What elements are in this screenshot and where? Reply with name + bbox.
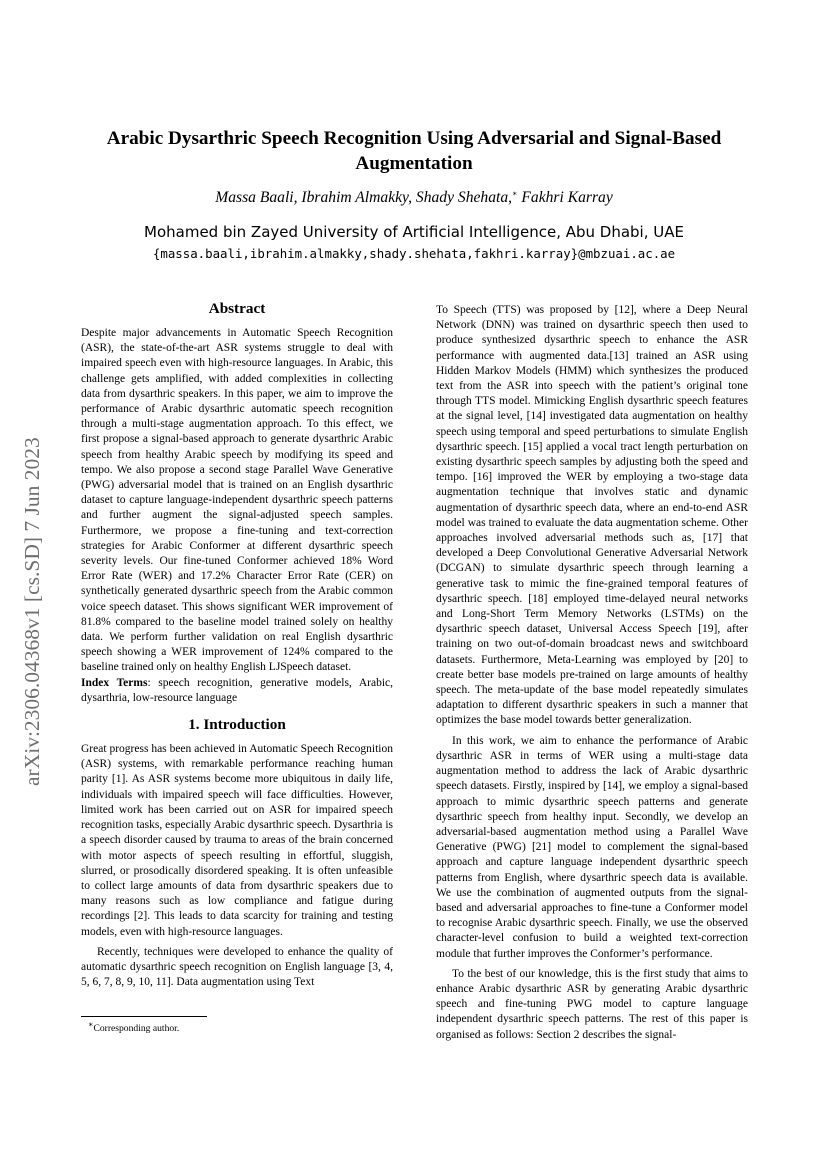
left-column	[81, 300, 393, 990]
abstract-text: Despite major advancements in Automatic Speech Recognition (ASR), the state-of-the-art ASR systems struggle to deal with impaired speech even with high-resource languages. In Arabic, this challenge gets amplified, with added complexities in collecting data from dysarthric speakers. In this paper, we aim to improve the performance of Arabic dysarthric automatic speech recognition through a multi-stage augmentation approach. To this effect, we first propose a signal-based approach to generate dysarthric Arabic speech from healthy Arabic speech by modifying its speed and tempo. We also propose a second stage Parallel Wave Generative (PWG) adversarial model that is trained on an English dysarthric dataset to capture language-independent dysarthric speech patterns and further augment the signal-adjusted speech samples. Furthermore, we propose a fine-tuning and text-correction strategies for Arabic Conformer at different dysarthric speech severity levels. Our fine-tuned Conformer achieved 18% Word Error Rate (WER) and 17.2% Character Error Rate (CER) on synthetically generated dysarthric speech from the Arabic common voice speech dataset. This shows significant WER improvement of 81.8% compared to the baseline model trained solely on healthy data. We perform further validation on real English dysarthric speech showing a WER improvement of 124% compared to the baseline trained only on healthy English LJSpeech dataset.	[81, 327, 393, 674]
last-author-text: Fakhri Karray	[517, 189, 613, 207]
intro-paragraph-3: To Speech (TTS) was proposed by [12], where a Deep Neural Network (DNN) was trained on dysarthric speech then used to produce synthesized dysarthric speech to enhance the ASR performance with augmented data.[13] trained an ASR using Hidden Markov Models (HMM) which synthesizes the produced text from the ASR into speech with the patient’s original tone through TTS model. Mimicking English dysarthric speech features at the signal level, [14] investigated data augmentation on healthy speech using temporal and speed perturbations to simulate English dysarthric speech. [15] applied a vocal tract length perturbation on existing dysarthric speech samples by adjusting both the speed and tempo. [16] improved the WER by employing a two-stage data augmentation technique that involves static and dynamic augmentation of dysarthric speech data, where an end-to-end ASR model was trained to evaluate the data augmentation scheme. Other approaches involved adversarial methods such as, [17] that developed a Deep Convolutional Generative Adversarial Network (DCGAN) to simulate dysarthric speech through learning a generative task to mimic the fine-grained temporal features of dysarthric speech. [18] employed time-delayed neural networks and Long-Short Term Memory Networks (LSTMs) on the dysarthric speech dataset, Universal Access Speech [19], after training on two out-of-domain broadcast news and switchboard datasets. Furthermore, Meta-Learning was employed by [20] to create better base models pre-trained on large amounts of healthy speech. The meta-update of the base model repeatedly simulates adaptation to different dysarthric speakers in such a manner that optimizes the base model towards better generalization.	[436, 304, 748, 727]
arxiv-stamp: arXiv:2306.04368v1 [cs.SD] 7 Jun 2023	[20, 437, 44, 787]
footnote-divider	[81, 1016, 207, 1017]
index-terms-text: : speech recognition, generative models, Arabic, dysarthria, low-resource language	[81, 676, 393, 704]
intro-paragraph-1: Great progress has been achieved in Automatic Speech Recognition (ASR) systems, with remarkable performance reaching human parity [1]. As ASR systems become more ubiquitous in daily life, individuals with impaired speech will face difficulties. However, limited work has been carried out on ASR for impaired speech recognition tasks, especially Arabic dysarthric speech. Dysarthria is a speech disorder caused by trauma to areas of the brain concerned with motor aspects of speech resulting in effortful, sluggish, slurred, or prosodically disordered speaking. It is often unfeasible to collect large amounts of data from dysarthric speakers due to many reasons such as low compliance and fatigue during recordings [2]. This leads to data scarcity for training and testing models, even with high-resource languages.	[81, 743, 393, 938]
corresponding-author-mark: ∗	[512, 189, 518, 198]
author-emails: {massa.baali,ibrahim.almakky,shady.shehata,fakhri.karray}@mbzuai.ac.ae	[152, 246, 676, 261]
footnote	[88, 1020, 179, 1034]
affiliation: Mohamed bin Zayed University of Artificial Intelligence, Abu Dhabi, UAE	[144, 223, 684, 241]
intro-paragraph-5: To the best of our knowledge, this is the first study that aims to enhance Arabic dysarthric ASR by generating Arabic dysarthric speech and fine-tuning PWG model to capture language independent dysarthric speech patterns. The rest of this paper is organised as follows: Section 2 describes the signal-	[436, 967, 748, 1041]
footnote-text: Corresponding author.	[93, 1023, 180, 1035]
right-column	[436, 303, 748, 1043]
abstract-heading: Abstract	[208, 300, 266, 317]
intro-paragraph-4: In this work, we aim to enhance the performance of Arabic dysarthric ASR in terms of WER using a multi-stage data augmentation method to address the lack of Arabic dysarthric speech datasets. Firstly, inspired by [14], we employ a signal-based approach to mimic dysarthric speech patterns and generate dysarthric speech from healthy input. Secondly, we develop an adversarial-based augmentation method using a Parallel Wave Generative (PWG) [21] model to complement the signal-based approach and capture language independent dysarthric speech patterns from English, where dysarthric speech data is available. We use the combination of augmented outputs from the signal-based and adversarial approaches to fine-tune a Conformer model to recognise Arabic dysarthric speech. Finally, we use the observed character-level confusion to build a weighted text-correction module that further improves the Conformer’s performance.	[436, 734, 748, 960]
introduction-heading: 1. Introduction	[188, 716, 286, 734]
footnote-mark: ∗	[88, 1020, 94, 1029]
author-list	[0, 189, 828, 207]
paper-title: Arabic Dysarthric Speech Recognition Using Adversarial and Signal-Based Augmentation	[106, 128, 722, 174]
intro-paragraph-2: Recently, techniques were developed to enhance the quality of automatic dysarthric speech recognition on English language [3, 4, 5, 6, 7, 8, 9, 10, 11]. Data augmentation using Text	[81, 945, 393, 989]
authors-text: Massa Baali, Ibrahim Almakky, Shady Shehata,	[215, 189, 513, 207]
index-terms	[81, 676, 393, 706]
index-terms-label: Index Terms	[81, 676, 148, 689]
